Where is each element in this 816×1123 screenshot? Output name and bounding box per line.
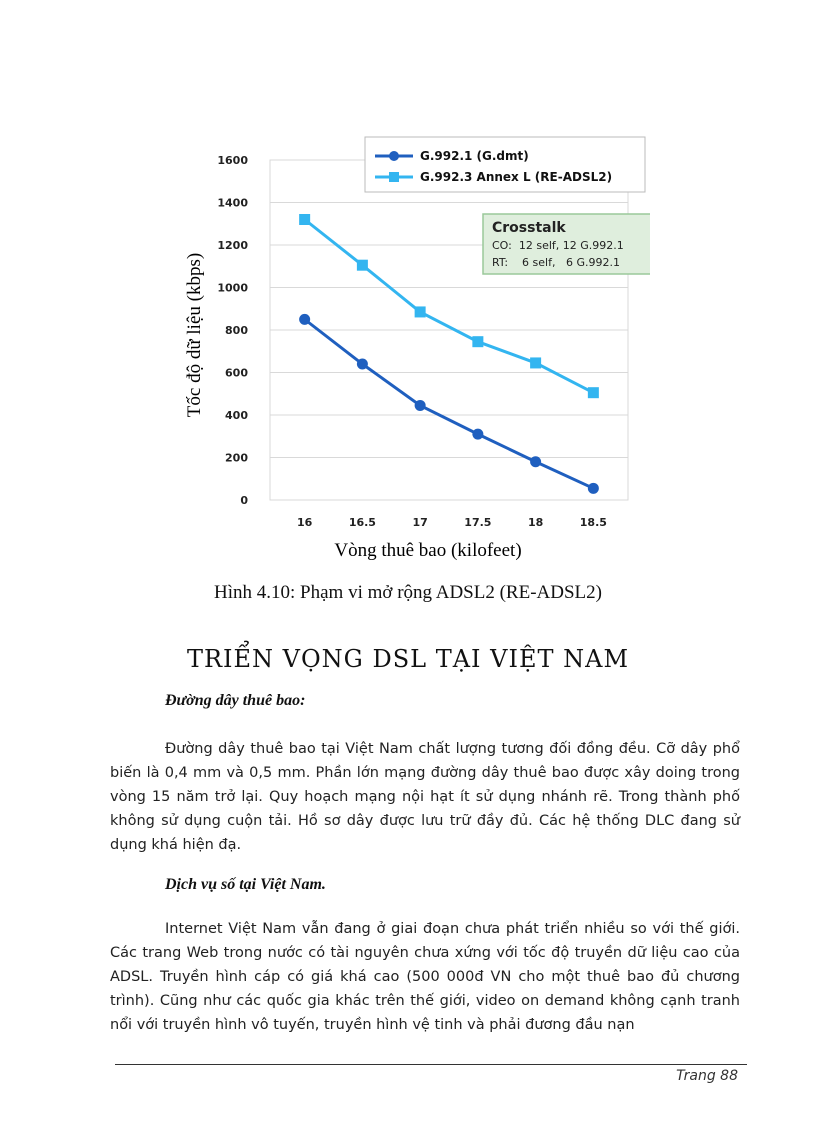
crosstalk-line-co: CO: 12 self, 12 G.992.1	[492, 239, 624, 252]
legend-marker-series-1	[389, 151, 399, 161]
y-tick-800: 800	[225, 324, 248, 337]
x-axis-label: Vòng thuê bao (kilofeet)	[334, 540, 522, 561]
paragraph-digital-services: Internet Việt Nam vẫn đang ở giai đoạn chưa phát triển nhiều so với thế giới. Các trang Web trong nước có tài nguyên chưa xứng với tốc độ truyền dữ liệu cao của ADSL. Truyền hình cáp có giá khá cao (500 000đ VN cho một thuê bao đủ chương trình). Cũng như các quốc gia khác trên thế giới, video on demand không cạnh tranh nổi với truyền hình vô tuyến, truyền hình vệ tinh và phải đương đầu nạn	[110, 921, 740, 1033]
x-tick-labels	[297, 516, 607, 529]
y-tick-0: 0	[240, 494, 248, 507]
crosstalk-title: Crosstalk	[492, 220, 566, 236]
x-tick-17: 17	[412, 516, 428, 529]
chart-grid	[270, 160, 628, 500]
y-tick-labels	[217, 154, 248, 507]
figure-caption: Hình 4.10: Phạm vi mở rộng ADSL2 (RE-ADSL2)	[214, 582, 602, 603]
y-tick-1200: 1200	[217, 239, 248, 252]
data-point-s1-2	[415, 400, 426, 411]
crosstalk-line-rt: RT: 6 self, 6 G.992.1	[492, 256, 620, 269]
data-point-s2-3	[472, 336, 483, 347]
x-tick-16.5: 16.5	[348, 516, 376, 529]
paragraph-subscriber-line: Đường dây thuê bao tại Việt Nam chất lượng tương đối đồng đều. Cỡ dây phổ biến là 0,4 mm và 0,5 mm. Phần lớn mạng đường dây thuê bao được xây doing trong vòng 15 năm trở lại. Quy hoạch mạng nội hạt ít sử dụng nhánh rẽ. Trong thành phố không sử dụng cuộn tải. Hồ sơ dây được lưu trữ đầy đủ. Các hệ thống DLC đang sử dụng khá hiện đạ.	[110, 741, 740, 853]
subsection-title-digital-services: Dịch vụ số tại Việt Nam.	[165, 876, 326, 893]
x-tick-18.5: 18.5	[579, 516, 607, 529]
data-point-s1-3	[472, 429, 483, 440]
chart-legend	[365, 137, 645, 192]
x-tick-18: 18	[527, 516, 544, 529]
footer-divider	[115, 1064, 747, 1065]
x-tick-17.5: 17.5	[464, 516, 492, 529]
series-line-1	[305, 319, 594, 488]
legend-marker-series-2	[389, 172, 399, 182]
data-point-s2-4	[530, 357, 541, 368]
data-point-s1-4	[530, 456, 541, 467]
data-point-s2-1	[357, 260, 368, 271]
y-tick-1600: 1600	[217, 154, 248, 167]
section-heading: TRIỂN VỌNG DSL TẠI VIỆT NAM	[186, 645, 630, 673]
legend-label-series-2: G.992.3 Annex L (RE-ADSL2)	[420, 170, 613, 184]
y-tick-1000: 1000	[217, 281, 248, 295]
x-tick-16: 16	[296, 516, 313, 529]
rate-vs-loop-chart	[170, 135, 650, 570]
data-point-s1-0	[299, 314, 310, 325]
page-number: Trang 88	[676, 1068, 738, 1084]
data-point-s2-0	[299, 214, 310, 225]
y-tick-200: 200	[225, 451, 248, 465]
data-point-s1-5	[588, 483, 599, 494]
subsection-title-subscriber-line: Đường dây thuê bao:	[165, 692, 306, 709]
y-tick-600: 600	[225, 366, 248, 380]
y-tick-400: 400	[225, 409, 248, 422]
y-axis-label: Tốc độ dữ liệu (kbps)	[184, 252, 205, 418]
data-point-s2-2	[415, 306, 426, 317]
crosstalk-annotation	[483, 214, 650, 274]
y-tick-1400: 1400	[217, 196, 248, 210]
legend-label-series-1: G.992.1 (G.dmt)	[420, 149, 529, 163]
data-point-s2-5	[588, 387, 599, 398]
data-point-s1-1	[357, 359, 368, 370]
